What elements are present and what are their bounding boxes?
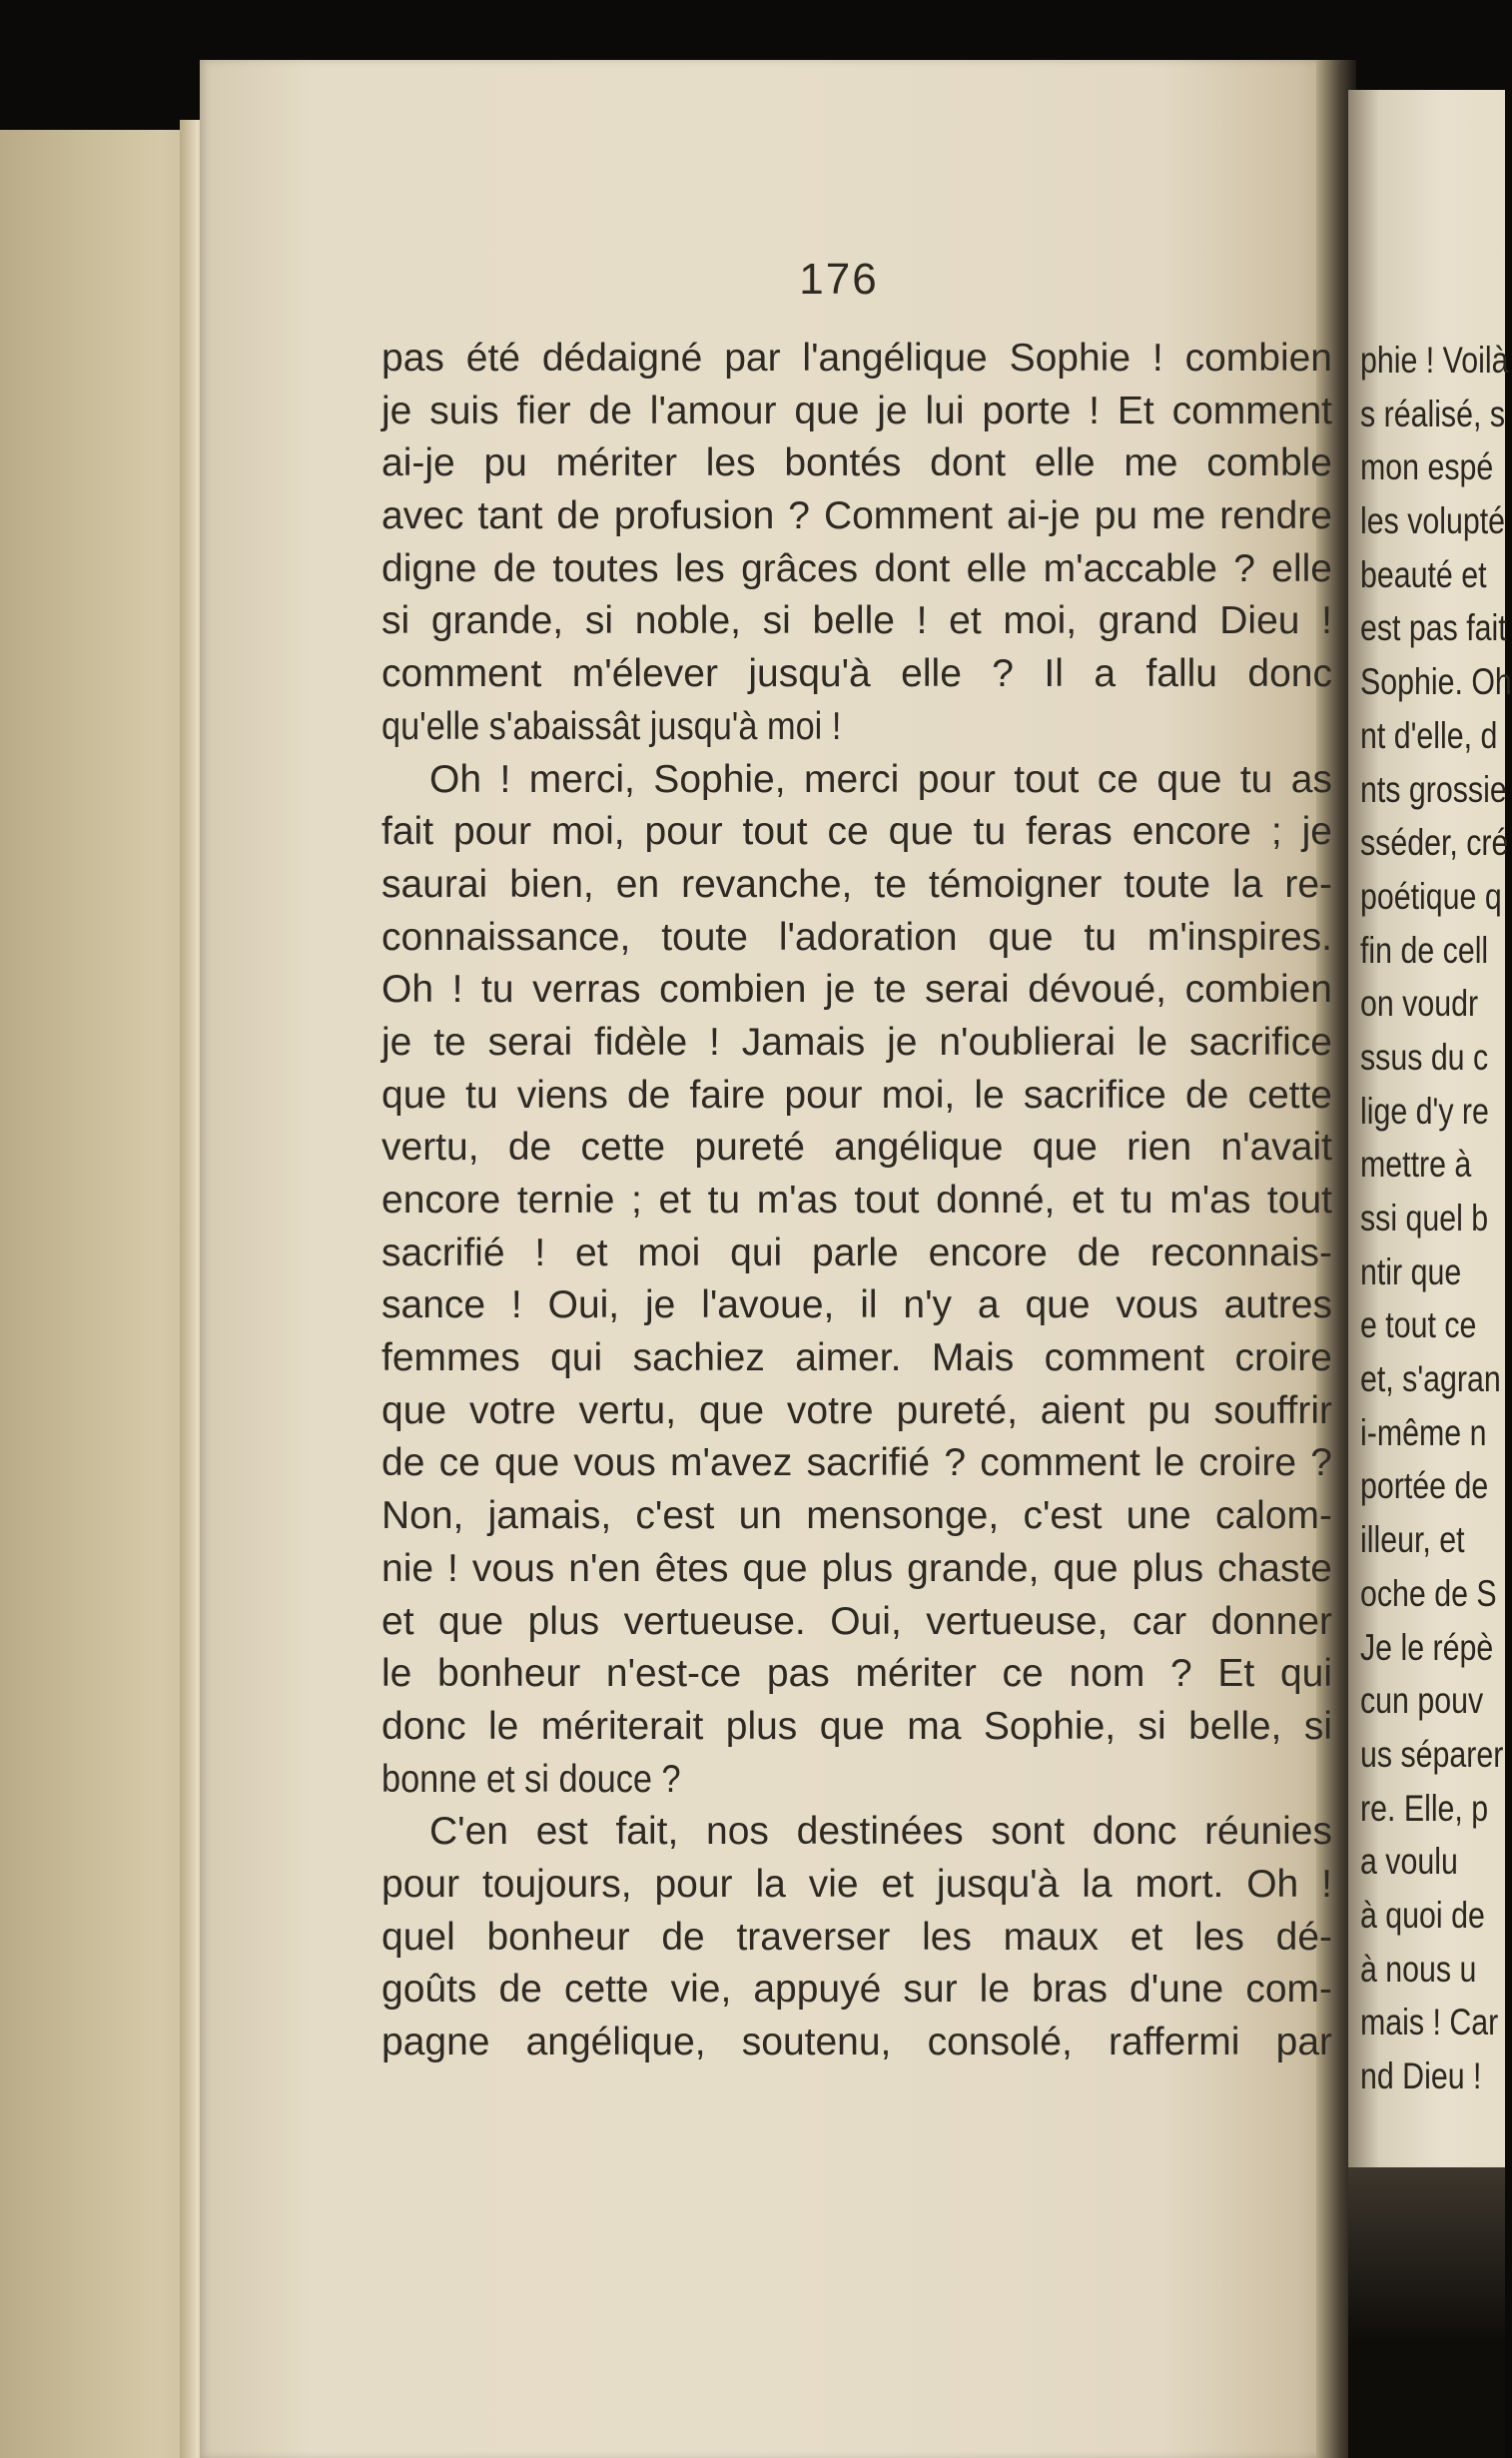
text-line: saurai bien, en revanche, te témoigner toute la re- — [381, 862, 1332, 906]
text-line: le bonheur n'est-ce pas mériter ce nom ? Et qui — [381, 1652, 1332, 1696]
text-line: nie ! vous n'en êtes que plus grande, que plus chaste — [381, 1546, 1332, 1590]
text-line: avec tant de profusion ? Comment ai-je pu me rendre — [381, 494, 1332, 538]
right-page-line: ntir que — [1360, 1250, 1462, 1292]
text-line: femmes qui sachiez aimer. Mais comment croire — [381, 1336, 1332, 1380]
text-line: C'en est fait, nos destinées sont donc réunies — [429, 1810, 1332, 1854]
text-line: Oh ! tu verras combien je te serai dévoué, combien — [381, 968, 1332, 1012]
text-line: qu'elle s'abaissât jusqu'à moi ! — [381, 704, 842, 748]
book-cover-edge — [0, 130, 200, 2458]
text-line: digne de toutes les grâces dont elle m'accable ? elle — [381, 546, 1332, 590]
right-page-line: e tout ce — [1360, 1304, 1477, 1346]
text-line: Oh ! merci, Sophie, merci pour tout ce que tu as — [429, 757, 1332, 801]
right-page-line: nts grossie — [1360, 768, 1507, 810]
page-number: 176 — [799, 255, 879, 304]
right-page-line: portée de — [1360, 1465, 1489, 1507]
text-line: quel bonheur de traverser les maux et les dé- — [381, 1915, 1332, 1959]
text-line: et que plus vertueuse. Oui, vertueuse, car donner — [381, 1599, 1332, 1643]
text-line: fait pour moi, pour tout ce que tu feras encore ; je — [381, 810, 1332, 854]
right-page-line: re. Elle, p — [1360, 1787, 1489, 1829]
text-line: vertu, de cette pureté angélique que rien n'avait — [381, 1126, 1332, 1170]
text-line: pagne angélique, soutenu, consolé, raffermi par — [381, 2021, 1332, 2063]
right-page-line: à quoi de — [1360, 1894, 1485, 1936]
text-line: encore ternie ; et tu m'as tout donné, et tu m'as tout — [381, 1179, 1332, 1222]
right-page-line: les volupté — [1360, 500, 1506, 542]
right-page-line: on voudr — [1360, 983, 1479, 1025]
right-page-line: us séparer — [1360, 1733, 1504, 1775]
text-line: de ce que vous m'avez sacrifié ? comment le croire ? — [381, 1441, 1332, 1485]
right-page-line: ssus du c — [1360, 1036, 1489, 1078]
text-line: comment m'élever jusqu'à elle ? Il a fallu donc — [381, 652, 1332, 696]
text-line: sance ! Oui, je l'avoue, il n'y a que vous autres — [381, 1283, 1332, 1327]
text-line: connaissance, toute l'adoration que tu m'inspires. — [381, 915, 1332, 959]
right-page-line: lige d'y re — [1360, 1090, 1489, 1132]
right-page-line: s réalisé, s — [1360, 393, 1506, 434]
right-page-line: illeur, et — [1360, 1519, 1465, 1561]
text-line: goûts de cette vie, appuyé sur le bras d'une com- — [381, 1968, 1332, 2012]
right-page-line: poétique q — [1360, 875, 1502, 917]
right-page-line: à nous u — [1360, 1948, 1477, 1990]
right-page-line: mon espé — [1360, 446, 1494, 488]
text-line: pas été dédaigné par l'angélique Sophie ! combien — [381, 337, 1332, 380]
text-line: donc le mériterait plus que ma Sophie, si belle, si — [381, 1704, 1332, 1748]
text-line: Non, jamais, c'est un mensonge, c'est une calom- — [381, 1494, 1332, 1538]
right-page-line: mettre à — [1360, 1144, 1472, 1186]
right-page-line: nt d'elle, d — [1360, 714, 1498, 756]
text-line: que tu viens de faire pour moi, le sacrifice de cette — [381, 1073, 1332, 1117]
text-line: ai-je pu mériter les bontés dont elle me comble — [381, 441, 1332, 485]
right-page-line: Je le répè — [1360, 1626, 1494, 1668]
right-page-line: nd Dieu ! — [1360, 2055, 1482, 2096]
right-page-line: sséder, cré — [1360, 822, 1509, 864]
right-page-text — [1360, 334, 1512, 2103]
right-page-line: i-même n — [1360, 1411, 1487, 1453]
right-page-shadow — [1348, 2167, 1505, 2458]
page-text — [381, 333, 1332, 2069]
right-page-line: fin de cell — [1360, 929, 1489, 971]
right-page-line: a voulu — [1360, 1841, 1458, 1883]
text-line: si grande, si noble, si belle ! et moi, grand Dieu ! — [381, 599, 1332, 643]
text-line: pour toujours, pour la vie et jusqu'à la mort. Oh ! — [381, 1862, 1332, 1906]
text-line: je te serai fidèle ! Jamais je n'oublierai le sacrifice — [381, 1020, 1332, 1064]
text-line: bonne et si douce ? — [381, 1757, 681, 1801]
right-page-line: et, s'agran — [1360, 1358, 1501, 1400]
text-line: je suis fier de l'amour que je lui porte ! Et comment — [381, 389, 1332, 432]
right-page-line: phie ! Voilà — [1360, 340, 1509, 381]
right-page-line: beauté et — [1360, 553, 1487, 595]
right-page-line: cun pouv — [1360, 1680, 1484, 1722]
right-page-line: mais ! Car — [1360, 2002, 1499, 2044]
right-page-line: Sophie. Oh — [1360, 661, 1512, 703]
right-page-line: oche de S — [1360, 1572, 1497, 1614]
text-line: sacrifié ! et moi qui parle encore de reconnais- — [381, 1230, 1332, 1274]
right-page-line: est pas fait — [1360, 607, 1507, 649]
text-line: que votre vertu, que votre pureté, aient pu souffrir — [381, 1388, 1332, 1432]
right-page-line: ssi quel b — [1360, 1198, 1489, 1238]
